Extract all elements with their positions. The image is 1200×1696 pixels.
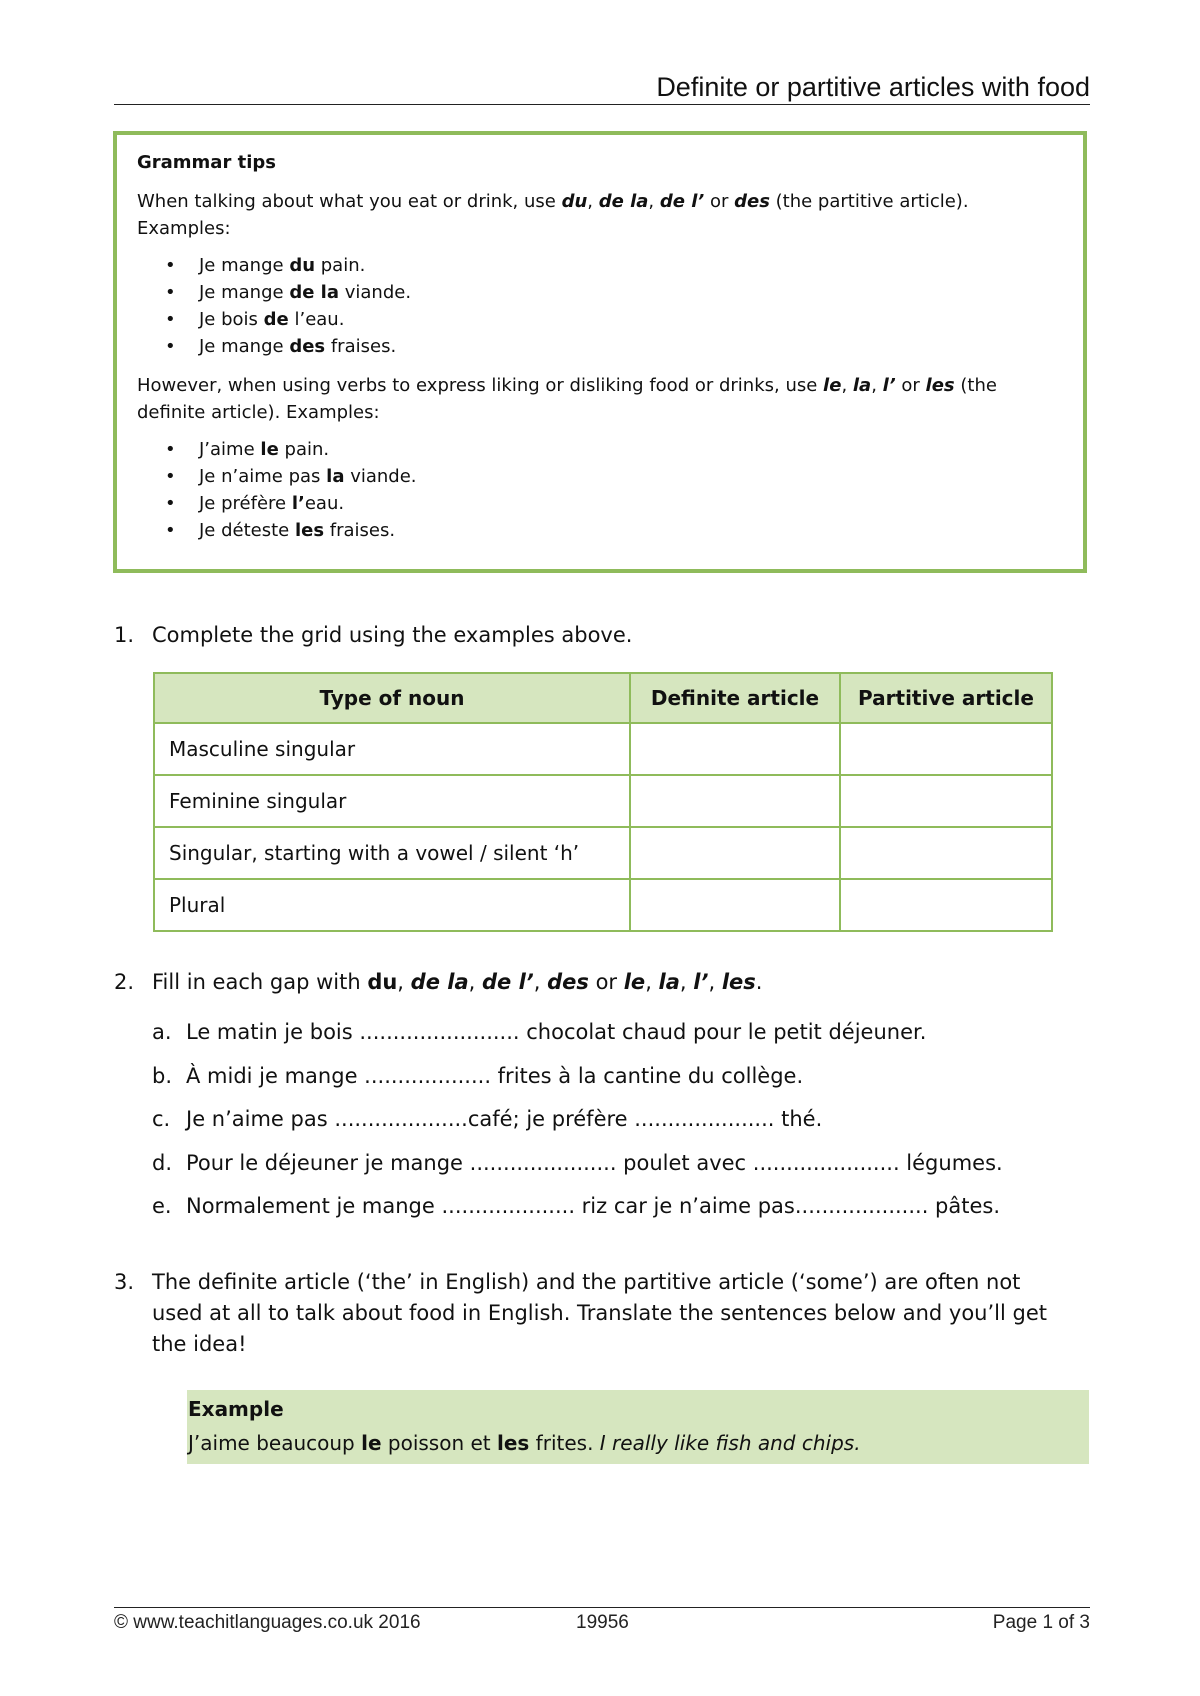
list-item: • J’aime le pain. bbox=[165, 436, 1063, 463]
footer-divider bbox=[114, 1607, 1090, 1608]
list-item: • Je bois de l’eau. bbox=[165, 306, 1063, 333]
partitive-answer-cell[interactable] bbox=[840, 775, 1052, 827]
bullet-icon: • bbox=[165, 439, 176, 460]
page-title: Definite or partitive articles with food bbox=[656, 72, 1090, 102]
partitive-answer-cell[interactable] bbox=[840, 723, 1052, 775]
table-row bbox=[154, 775, 1052, 827]
partitive-answer-cell[interactable] bbox=[840, 827, 1052, 879]
question-2 bbox=[114, 967, 762, 998]
noun-type-cell: Singular, starting with a vowel / silent ‘h’ bbox=[154, 827, 630, 879]
list-item: • Je n’aime pas la viande. bbox=[165, 463, 1063, 490]
bullet-icon: • bbox=[165, 493, 176, 514]
bullet-icon: • bbox=[165, 520, 176, 541]
column-header: Definite article bbox=[630, 673, 840, 723]
list-item: • Je mange des fraises. bbox=[165, 333, 1063, 360]
table-row bbox=[154, 879, 1052, 931]
list-item: • Je préfère l’eau. bbox=[165, 490, 1063, 517]
noun-type-cell: Masculine singular bbox=[154, 723, 630, 775]
footer-page-number: Page 1 of 3 bbox=[992, 1612, 1090, 1633]
definite-answer-cell[interactable] bbox=[630, 879, 840, 931]
definite-examples-list bbox=[137, 436, 1063, 544]
footer-copyright: © www.teachitlanguages.co.uk 2016 bbox=[114, 1612, 421, 1633]
question-3 bbox=[114, 1267, 1054, 1360]
grammar-tips-box bbox=[113, 131, 1087, 573]
partitive-examples-list bbox=[137, 252, 1063, 360]
footer-resource-code: 19956 bbox=[576, 1612, 629, 1633]
bullet-icon: • bbox=[165, 466, 176, 487]
grammar-tips-heading: Grammar tips bbox=[137, 152, 276, 173]
question-1 bbox=[114, 620, 632, 651]
bullet-icon: • bbox=[165, 282, 176, 303]
definite-intro: However, when using verbs to express liking or disliking food or drinks, use le, la, l’ or les (the definite article). Examples: bbox=[137, 375, 997, 423]
bullet-icon: • bbox=[165, 336, 176, 357]
column-header: Partitive article bbox=[840, 673, 1052, 723]
question-text: Complete the grid using the examples above. bbox=[152, 623, 633, 647]
title-divider bbox=[114, 104, 1090, 105]
question-number: 3. bbox=[114, 1270, 135, 1294]
table-row bbox=[154, 723, 1052, 775]
example-box bbox=[187, 1390, 1089, 1464]
bullet-icon: • bbox=[165, 255, 176, 276]
example-sentence: J’aime beaucoup le poisson et les frites. I really like fish and chips. bbox=[188, 1431, 861, 1455]
partitive-answer-cell[interactable] bbox=[840, 879, 1052, 931]
question-number: 1. bbox=[114, 623, 135, 647]
definite-answer-cell[interactable] bbox=[630, 775, 840, 827]
question-text: The definite article (‘the’ in English) and the partitive article (‘some’) are often not used at all to talk about food in English. Translate the sentences below and you’ll get the idea! bbox=[152, 1270, 1047, 1356]
question-text: Fill in each gap with du, de la, de l’, des or le, la, l’, les. bbox=[152, 970, 763, 994]
bullet-icon: • bbox=[165, 309, 176, 330]
list-item: • Je mange du pain. bbox=[165, 252, 1063, 279]
noun-type-cell: Feminine singular bbox=[154, 775, 630, 827]
article-grid-table bbox=[153, 672, 1053, 932]
example-translation: I really like fish and chips. bbox=[599, 1431, 861, 1455]
table-row bbox=[154, 827, 1052, 879]
list-item: • Je déteste les fraises. bbox=[165, 517, 1063, 544]
question-number: 2. bbox=[114, 970, 135, 994]
table-header-row bbox=[154, 673, 1052, 723]
column-header: Type of noun bbox=[154, 673, 630, 723]
definite-answer-cell[interactable] bbox=[630, 723, 840, 775]
noun-type-cell: Plural bbox=[154, 879, 630, 931]
partitive-intro: When talking about what you eat or drink, use du, de la, de l’ or des (the partitive article). Examples: bbox=[137, 191, 969, 239]
list-item: • Je mange de la viande. bbox=[165, 279, 1063, 306]
example-title: Example bbox=[188, 1397, 284, 1421]
definite-answer-cell[interactable] bbox=[630, 827, 840, 879]
